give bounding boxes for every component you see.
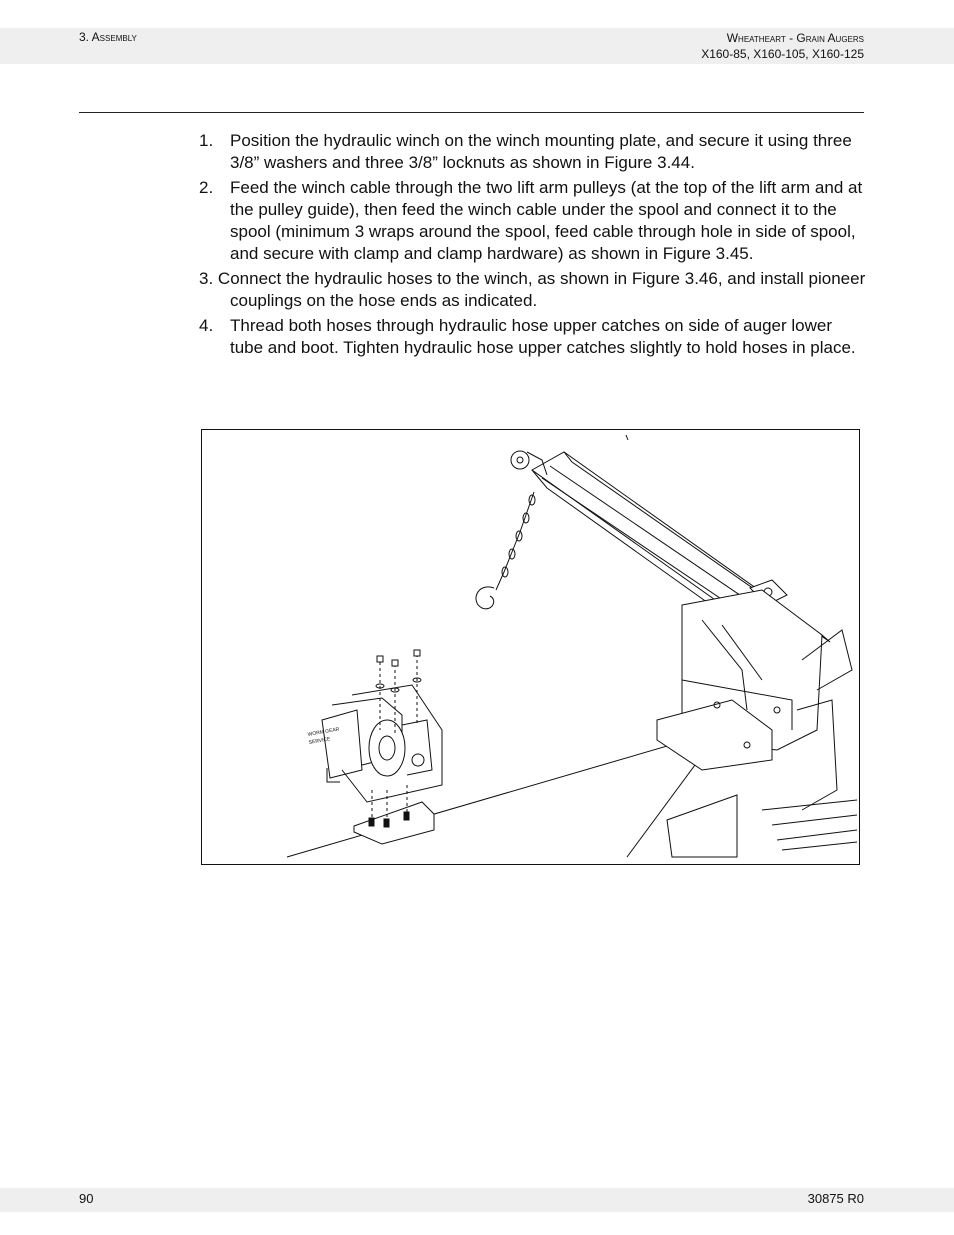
model-list: X160-85, X160-105, X160-125 xyxy=(701,47,864,61)
page-number: 90 xyxy=(79,1191,94,1206)
instruction-list xyxy=(199,130,869,362)
step-text: Feed the winch cable through the two lift arm pulleys (at the top of the lift arm and at the pulley guide), then feed the winch cable under the spool and connect it to the spool (minimum 3 wraps around the spool, feed cable through hole in side of spool, and secure with clamp and clamp hardware) as shown in Figure 3.45. xyxy=(230,178,863,263)
winch-illustration xyxy=(202,430,860,865)
step-number: 1. xyxy=(199,131,214,150)
page-header xyxy=(0,28,954,64)
header-right xyxy=(701,30,864,62)
hydraulic-winch xyxy=(322,685,442,802)
brand-title: Wheatheart - Grain Augers xyxy=(726,31,864,45)
lift-chain xyxy=(476,492,535,609)
step-1 xyxy=(199,130,869,174)
step-number: 3. xyxy=(199,269,214,288)
step-text: Thread both hoses through hydraulic hose upper catches on side of auger lower tube and boot. Tighten hydraulic hose upper catches slightly to hold hoses in place. xyxy=(230,316,856,357)
winch-label-1: WORM GEAR xyxy=(307,726,340,738)
step-2 xyxy=(199,177,869,265)
auger-boot xyxy=(667,795,857,857)
document-code: 30875 R0 xyxy=(807,1191,864,1206)
step-text: Position the hydraulic winch on the winch mounting plate, and secure it using three 3/8” washers and three 3/8” locknuts as shown in Figure 3.44. xyxy=(230,131,852,172)
section-title: 3. Assembly xyxy=(79,30,137,44)
step-number: 2. xyxy=(199,178,214,197)
winch-mounting-plate xyxy=(354,802,434,844)
winch-label-2: SERVICE xyxy=(308,736,331,746)
step-4 xyxy=(199,315,869,359)
header-rule xyxy=(79,112,864,113)
step-text: Connect the hydraulic hoses to the winch, as shown in Figure 3.46, and install pioneer couplings on the hose ends as indicated. xyxy=(217,269,866,310)
page-footer xyxy=(0,1188,954,1212)
step-number: 4. xyxy=(199,316,214,335)
winch-assembly-figure xyxy=(201,429,860,865)
step-3 xyxy=(199,268,869,312)
